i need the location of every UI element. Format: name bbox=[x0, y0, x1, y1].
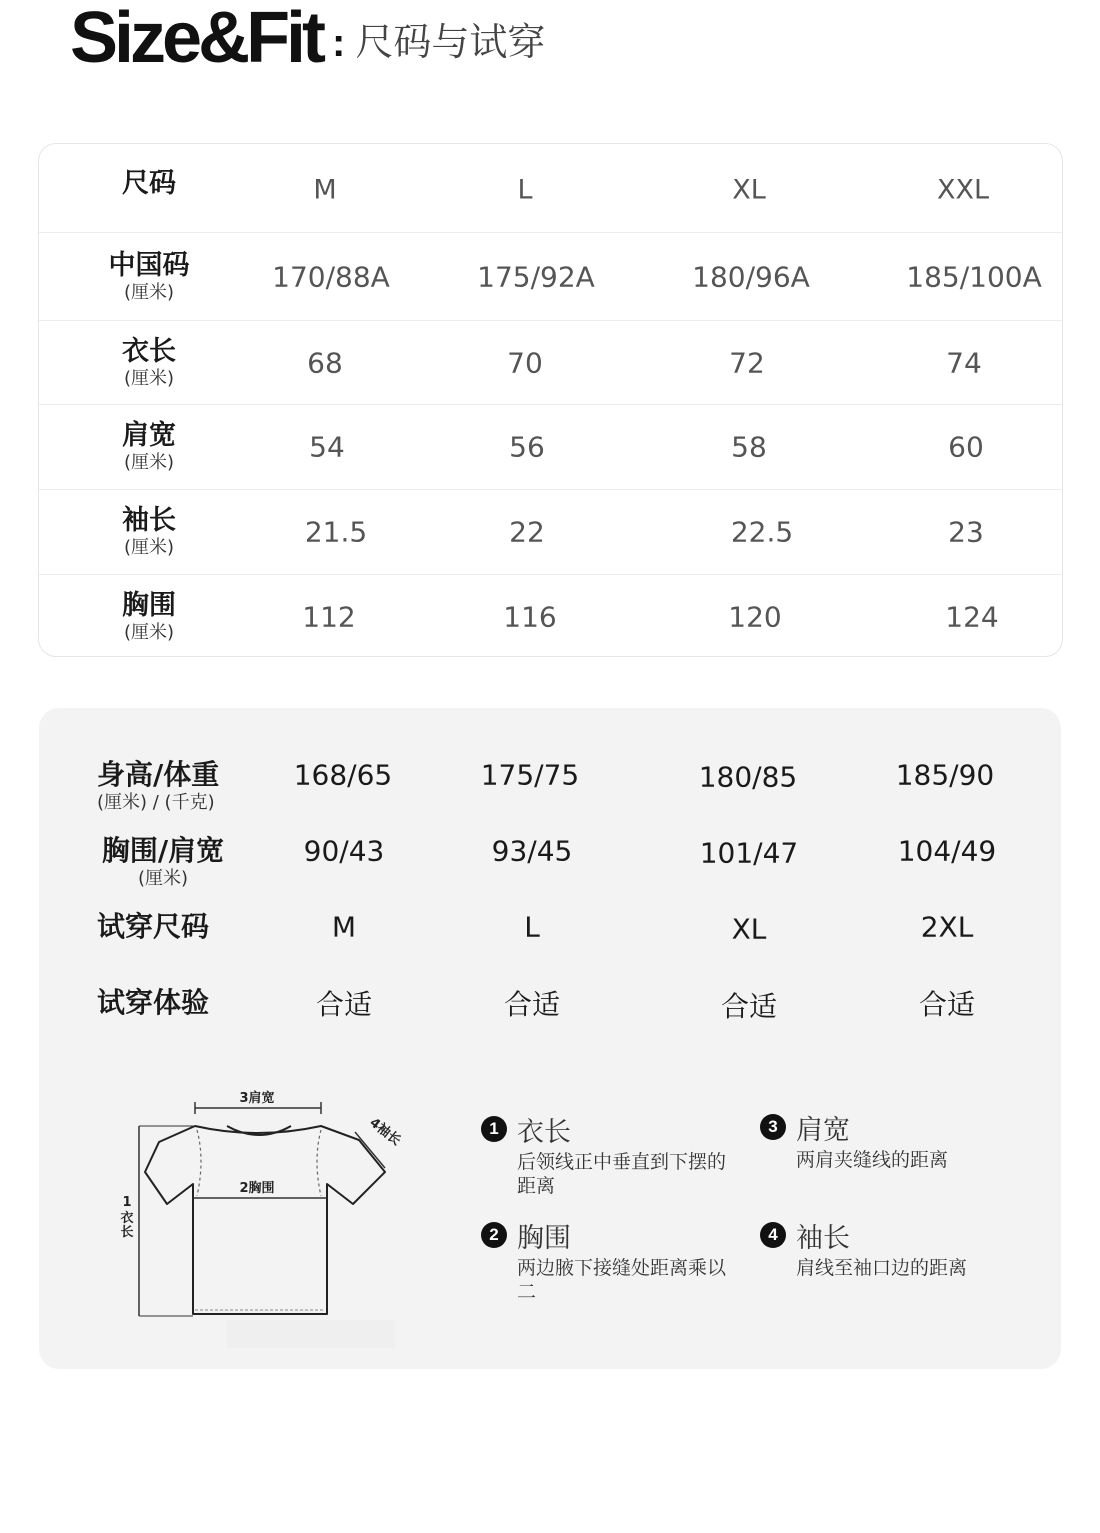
cell-value: 22.5 bbox=[730, 515, 794, 549]
cell-value: 60 bbox=[948, 430, 984, 464]
fit-value: 101/47 bbox=[699, 836, 799, 870]
left-sleeve-seam bbox=[197, 1130, 201, 1196]
fit-label-unit: (厘米) / (千克) bbox=[97, 792, 215, 813]
fit-value: 合适 bbox=[315, 988, 373, 1021]
fit-panel bbox=[39, 708, 1061, 1369]
fit-value: M bbox=[331, 910, 357, 944]
size-header-xl: XL bbox=[732, 174, 766, 206]
row-label-unit: (厘米) bbox=[123, 452, 175, 473]
legend-number-badge: 2 bbox=[481, 1222, 507, 1248]
fit-value: 168/65 bbox=[293, 758, 393, 792]
cell-value: 21.5 bbox=[304, 515, 368, 549]
legend-item-chest bbox=[481, 1218, 741, 1304]
cell-value: 58 bbox=[731, 430, 767, 464]
fit-value: L bbox=[524, 910, 540, 944]
legend-item-length bbox=[481, 1112, 741, 1198]
legend-description: 后领线正中垂直到下摆的距离 bbox=[517, 1151, 727, 1197]
title-english: Size&Fit bbox=[70, 0, 323, 78]
chest-label: 2胸围 bbox=[239, 1181, 275, 1196]
fit-row-experience bbox=[39, 986, 1061, 1046]
row-label bbox=[79, 250, 219, 304]
fit-row-label bbox=[97, 758, 219, 814]
legend-description: 肩线至袖口边的距离 bbox=[796, 1257, 968, 1279]
row-label-main: 胸围 bbox=[122, 589, 176, 621]
row-label bbox=[79, 590, 219, 644]
title-chinese: 尺码与试穿 bbox=[355, 20, 546, 64]
cell-value: 180/96A bbox=[692, 260, 810, 293]
fit-value: 104/49 bbox=[897, 834, 997, 868]
legend-number-badge: 1 bbox=[481, 1116, 507, 1142]
shirt-shadow bbox=[227, 1320, 395, 1348]
legend-title: 肩宽 bbox=[796, 1114, 850, 1146]
length-label-1: 衣 bbox=[120, 1211, 134, 1226]
size-row-sleeve bbox=[39, 490, 1062, 575]
cell-value: 185/100A bbox=[906, 260, 1042, 293]
fit-row-tried-size bbox=[39, 910, 1061, 970]
fit-value: 185/90 bbox=[895, 758, 995, 792]
length-label-2: 长 bbox=[120, 1225, 134, 1240]
legend-title: 胸围 bbox=[517, 1222, 571, 1254]
cell-value: 72 bbox=[729, 346, 765, 379]
row-label bbox=[79, 336, 219, 390]
fit-row-label bbox=[97, 986, 209, 1020]
size-header-m: M bbox=[313, 174, 337, 206]
legend-title: 衣长 bbox=[517, 1116, 571, 1148]
cell-value: 175/92A bbox=[477, 260, 595, 293]
legend-description: 两边腋下接缝处距离乘以二 bbox=[517, 1257, 727, 1303]
row-label-main: 衣长 bbox=[122, 335, 176, 367]
length-number: 1 bbox=[122, 1195, 132, 1210]
size-header-label-wrap bbox=[79, 168, 219, 200]
cell-value: 22 bbox=[509, 515, 545, 549]
row-label bbox=[79, 505, 219, 559]
legend-number-badge: 4 bbox=[760, 1222, 786, 1248]
fit-label-main: 试穿尺码 bbox=[97, 910, 210, 943]
size-table-header-row bbox=[39, 144, 1062, 233]
fit-value: 合适 bbox=[720, 990, 778, 1023]
fit-row-label bbox=[97, 834, 229, 890]
size-row-length bbox=[39, 321, 1062, 405]
row-label-unit: (厘米) bbox=[123, 281, 175, 303]
fit-row-height-weight bbox=[39, 758, 1061, 818]
fit-row-chest-shoulder bbox=[39, 834, 1061, 894]
row-label-unit: (厘米) bbox=[123, 621, 175, 643]
fit-value: 180/85 bbox=[698, 760, 798, 794]
tshirt-measurement-diagram bbox=[109, 1080, 449, 1350]
tshirt-outline bbox=[145, 1126, 385, 1314]
title-colon: : bbox=[332, 21, 346, 65]
row-label-unit: (厘米) bbox=[123, 367, 175, 389]
cell-value: 112 bbox=[302, 600, 356, 633]
row-label-unit: (厘米) bbox=[123, 537, 175, 558]
sleeve-label: 4袖长 bbox=[366, 1115, 404, 1149]
fit-label-main: 试穿体验 bbox=[97, 986, 210, 1019]
size-table bbox=[38, 143, 1063, 657]
size-row-china bbox=[39, 233, 1062, 321]
fit-value: 合适 bbox=[918, 988, 976, 1021]
page-header bbox=[70, 0, 546, 78]
fit-label-main: 身高/体重 bbox=[97, 758, 220, 791]
cell-value: 116 bbox=[503, 600, 557, 633]
cell-value: 120 bbox=[728, 600, 782, 633]
fit-value: XL bbox=[731, 912, 767, 946]
legend-number-badge: 3 bbox=[760, 1114, 786, 1140]
legend-item-shoulder bbox=[760, 1110, 1020, 1172]
cell-value: 54 bbox=[309, 430, 345, 464]
size-row-shoulder bbox=[39, 405, 1062, 490]
fit-row-label bbox=[97, 910, 209, 944]
legend-item-sleeve bbox=[760, 1218, 1020, 1280]
fit-value: 93/45 bbox=[491, 834, 573, 868]
cell-value: 68 bbox=[307, 346, 343, 379]
size-header-l: L bbox=[517, 174, 533, 206]
size-header-label: 尺码 bbox=[122, 168, 176, 199]
row-label-main: 肩宽 bbox=[122, 420, 176, 451]
right-sleeve-seam bbox=[317, 1130, 321, 1196]
fit-value: 175/75 bbox=[480, 758, 580, 792]
fit-value: 合适 bbox=[503, 988, 561, 1021]
shoulder-label: 3肩宽 bbox=[239, 1091, 275, 1106]
row-label-main: 中国码 bbox=[108, 249, 190, 281]
cell-value: 170/88A bbox=[272, 260, 390, 293]
size-row-chest bbox=[39, 575, 1062, 657]
cell-value: 23 bbox=[948, 515, 984, 549]
fit-label-unit: (厘米) bbox=[137, 868, 189, 889]
fit-value: 90/43 bbox=[303, 834, 385, 868]
row-label bbox=[79, 420, 219, 474]
cell-value: 74 bbox=[946, 346, 982, 379]
legend-description: 两肩夹缝线的距离 bbox=[796, 1149, 949, 1171]
fit-label-main: 胸围/肩宽 bbox=[101, 834, 225, 867]
size-header-xxl: XXL bbox=[936, 174, 990, 206]
row-label-main: 袖长 bbox=[122, 505, 176, 536]
cell-value: 56 bbox=[509, 430, 545, 464]
cell-value: 70 bbox=[507, 346, 543, 379]
legend-title: 袖长 bbox=[796, 1222, 850, 1254]
cell-value: 124 bbox=[945, 600, 999, 633]
fit-value: 2XL bbox=[920, 910, 974, 944]
